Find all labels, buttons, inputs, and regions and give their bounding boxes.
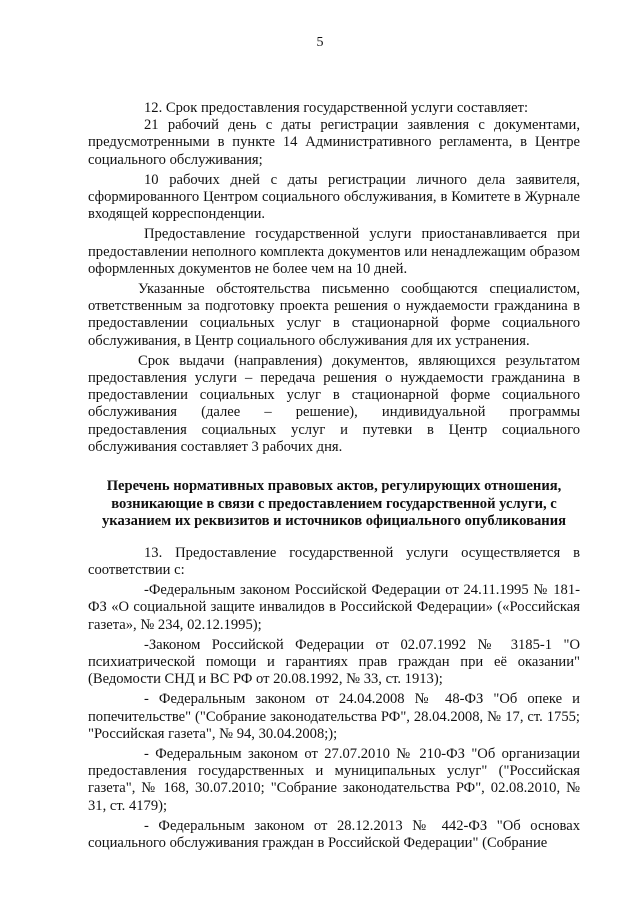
- paragraph-notification: Указанные обстоятельства письменно сообщаются специалистом, ответственным за подготовку проекта решения о нуждаемости гражданина в предоставлении социальных услуг в стационарной форме социального обслуживания, в Центр социального обслуживания для их устранения.: [88, 281, 580, 349]
- page-number: 5: [316, 35, 324, 50]
- paragraph-21-days: 21 рабочий день с даты регистрации заявления с документами, предусмотренными в пункте 14 Административного регламента, в Центре социального обслуживания;: [88, 117, 580, 168]
- document-body: [88, 100, 580, 852]
- list-item-law-48: - Федеральным законом от 24.04.2008 № 48-ФЗ "Об опеке и попечительстве" ("Собрание законодательства РФ", 28.04.2008, № 17, ст. 1755; "Российская газета", № 94, 30.04.2008;);: [88, 691, 580, 742]
- section-heading-legal-acts: Перечень нормативных правовых актов, регулирующих отношения, возникающие в связи с предоставлением государственной услуги, с указанием их реквизитов и источников официального опубликования: [102, 478, 566, 530]
- list-item-law-3185: -Законом Российской Федерации от 02.07.1992 № 3185-1 "О психиатрической помощи и гарантиях прав граждан при её оказании" (Ведомости СНД и ВС РФ от 20.08.1992, № 33, ст. 1913);: [88, 636, 580, 688]
- list-item-law-181: -Федеральным законом Российской Федерации от 24.11.1995 № 181-ФЗ «О социальной защите инвалидов в Российской Федерации» («Российская газета», № 234, 02.12.1995);: [88, 582, 580, 633]
- list-item-law-210: - Федеральным законом от 27.07.2010 № 210-ФЗ "Об организации предоставления государственных и муниципальных услуг" ("Российская газета", № 168, 30.07.2010; "Собрание законодательства РФ", 02.08.2010, № 31, ст. 4179);: [88, 746, 580, 814]
- paragraph-13-intro: 13. Предоставление государственной услуги осуществляется в соответствии с:: [88, 544, 580, 579]
- paragraph-10-days: 10 рабочих дней с даты регистрации личного дела заявителя, сформированного Центром социального обслуживания, в Комитете в Журнале входящей корреспонденции.: [88, 171, 580, 223]
- paragraph-issue-term: Срок выдачи (направления) документов, являющихся результатом предоставления услуги – передача решения о нуждаемости гражданина в предоставлении социальных услуг в стационарной форме социального обслуживания (далее – решение), индивидуальной программы предоставления социальных услуг и путевки в Центр социального обслуживания составляет 3 рабочих дня.: [88, 352, 580, 455]
- paragraph-suspension: Предоставление государственной услуги приостанавливается при предоставлении неполного комплекта документов или ненадлежащим образом оформленных документов не более чем на 10 дней.: [88, 226, 580, 277]
- list-item-law-442: - Федеральным законом от 28.12.2013 № 442-ФЗ "Об основах социального обслуживания граждан в Российской Федерации" (Собрание: [88, 817, 580, 852]
- paragraph-service-term: 12. Срок предоставления государственной услуги составляет:: [144, 100, 529, 116]
